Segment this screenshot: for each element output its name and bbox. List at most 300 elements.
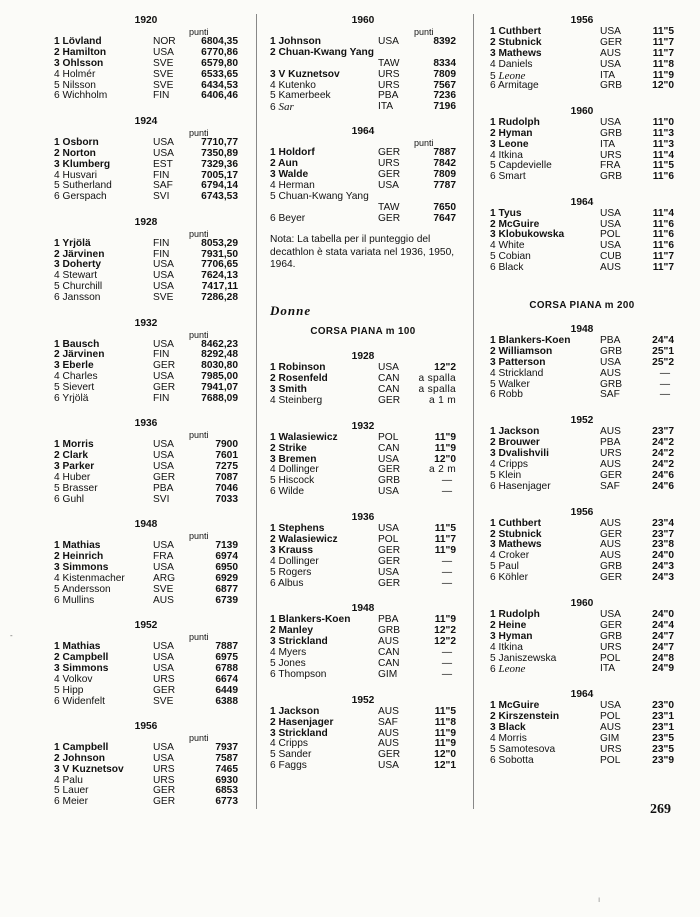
country-code: USA <box>153 46 174 58</box>
athlete <box>54 394 88 405</box>
athlete-name: Mathias <box>62 641 101 653</box>
country-code: CAN <box>378 373 400 385</box>
place-number: 3 <box>54 158 60 170</box>
place-number: 2 <box>490 619 496 631</box>
country-code: FRA <box>153 551 174 563</box>
athlete-name: Manley <box>278 625 314 637</box>
result-value: 11"8 <box>652 58 674 70</box>
athlete-name: Osborn <box>62 136 99 148</box>
athlete-name: Heinrich <box>62 551 104 563</box>
country-code: URS <box>600 149 622 161</box>
year-heading: 1936 <box>351 512 375 524</box>
country-code: USA <box>153 450 174 462</box>
result-row <box>490 664 674 675</box>
place-number: 1 <box>270 36 276 47</box>
country-code: POL <box>378 533 399 545</box>
place-number: 5 <box>270 566 276 578</box>
result-row <box>270 192 456 203</box>
result-value: 7688,09 <box>201 392 238 404</box>
country-code: POL <box>378 431 399 443</box>
place-number: 3 <box>490 539 496 551</box>
athlete-name: Palu <box>62 774 83 786</box>
athlete-name: Beyer <box>278 212 306 224</box>
result-value: 7587 <box>215 752 238 764</box>
result-value: 6579,80 <box>201 57 238 69</box>
athlete-name: Blankers-Koen <box>278 614 351 626</box>
year-heading: 1960 <box>570 597 594 609</box>
result-value: 23"1 <box>652 722 674 734</box>
result-value: 24"3 <box>652 561 674 573</box>
athlete-name: Strickland <box>498 367 544 379</box>
athlete-name: Hyman <box>498 630 533 642</box>
country-code: GER <box>378 464 401 476</box>
place-number: 2 <box>490 711 496 723</box>
result-value: 6974 <box>215 551 238 563</box>
place-number: 6 <box>54 392 60 404</box>
place-number: 5 <box>490 251 496 263</box>
result-value: 7887 <box>433 147 456 159</box>
country-code: USA <box>378 486 399 498</box>
place-number: 4 <box>490 458 496 470</box>
country-code: CUB <box>600 251 622 263</box>
athlete-name: Mathias <box>62 540 101 552</box>
result-row <box>270 670 456 681</box>
place-number: 1 <box>490 517 496 529</box>
result-value: 6804,35 <box>201 36 238 47</box>
country-code: USA <box>153 371 174 383</box>
athlete-name: Bausch <box>62 338 100 350</box>
place-number: 1 <box>270 431 276 443</box>
country-code: USA <box>153 147 174 159</box>
place-number: 4 <box>490 732 496 744</box>
athlete-name: Hasenjager <box>498 480 551 492</box>
place-number: 3 <box>54 259 60 271</box>
result-value: a 2 m <box>429 464 456 476</box>
place-number: 6 <box>490 572 496 584</box>
result-value: 23"5 <box>652 743 674 755</box>
athlete-name: Kutenko <box>278 79 316 91</box>
athlete-name: Janiszewska <box>498 652 557 664</box>
result-value: — <box>659 378 670 390</box>
result-row <box>54 596 238 607</box>
athlete-name: Leone <box>498 663 526 676</box>
place-number: 3 <box>54 57 60 69</box>
athlete-name: McGuire <box>498 218 540 230</box>
result-value: 24"3 <box>652 572 674 584</box>
result-value: 6739 <box>215 594 238 606</box>
place-number: 3 <box>490 722 496 734</box>
athlete-name: Dollinger <box>278 555 319 567</box>
result-value: 11"6 <box>652 218 674 230</box>
country-code: AUS <box>600 426 621 438</box>
country-code: GER <box>600 572 623 584</box>
place-number: 6 <box>54 292 60 304</box>
place-number: 4 <box>270 464 276 476</box>
result-value: 6773 <box>215 796 238 808</box>
place-number: 4 <box>54 169 60 181</box>
result-value: 6853 <box>215 785 238 797</box>
result-value: 24"2 <box>652 458 674 470</box>
athlete-name: Klobukowska <box>498 229 565 241</box>
result-row <box>54 394 238 405</box>
country-code: USA <box>378 179 399 191</box>
place-number: 6 <box>490 262 496 274</box>
result-value: 7624,13 <box>201 270 238 282</box>
athlete-name: Johnson <box>278 36 321 47</box>
result-value: 12"2 <box>434 636 456 648</box>
year-heading: 1956 <box>134 720 158 732</box>
place-number: 3 <box>270 383 276 395</box>
country-code: GRB <box>378 475 401 487</box>
result-row <box>270 102 456 113</box>
place-number: 3 <box>270 453 276 465</box>
athlete-name: Strickland <box>278 636 328 648</box>
place-number: 2 <box>270 533 276 545</box>
country-code: GRB <box>600 345 623 357</box>
athlete-name: Huber <box>62 472 91 484</box>
athlete-name: Smith <box>278 383 307 395</box>
place-number: 4 <box>54 472 60 484</box>
result-row <box>54 797 238 808</box>
result-value: 7005,17 <box>201 169 238 181</box>
result-value: 11"5 <box>652 26 674 37</box>
result-value: — <box>659 367 670 379</box>
athlete-name: Volkov <box>62 673 93 685</box>
result-value: 6434,53 <box>201 79 238 91</box>
place-number: 1 <box>490 207 496 219</box>
place-number: 5 <box>54 482 60 494</box>
place-number: 2 <box>54 248 60 260</box>
place-number: 3 <box>490 138 496 150</box>
result-value: 6674 <box>215 673 238 685</box>
result-value: 7647 <box>433 212 456 224</box>
athlete-name: Albus <box>277 577 304 589</box>
result-value: 8053,29 <box>201 237 238 249</box>
athlete <box>490 172 526 183</box>
athlete <box>490 81 539 92</box>
place-number: 1 <box>54 540 60 552</box>
athlete-name: Nilsson <box>62 79 96 91</box>
result-value: 7046 <box>215 482 238 494</box>
country-code: FIN <box>153 392 170 404</box>
athlete-name: Cuthbert <box>498 26 541 37</box>
country-code: SAF <box>600 480 620 492</box>
result-value: 7809 <box>433 68 456 80</box>
result-value: — <box>441 657 452 669</box>
country-code: GER <box>378 212 401 224</box>
place-number: 1 <box>490 26 496 37</box>
result-row <box>490 756 674 767</box>
place-number: 3 <box>270 727 276 739</box>
country-code: POL <box>600 754 621 766</box>
athlete-name: Steinberg <box>278 394 323 406</box>
result-value: 11"9 <box>434 442 456 454</box>
country-code: GRB <box>378 625 401 637</box>
place-number: 6 <box>54 796 60 808</box>
country-code: POL <box>600 229 621 241</box>
place-number: 4 <box>490 641 496 653</box>
country-code: AUS <box>378 705 399 717</box>
athlete <box>270 48 374 59</box>
points-label: punti <box>414 27 434 37</box>
athlete-name: Eberle <box>62 360 94 372</box>
athlete-name: Sutherland <box>62 180 112 192</box>
result-value: 7887 <box>215 641 238 653</box>
country-code: USA <box>600 700 621 712</box>
athlete-name: Tyus <box>498 207 522 219</box>
athlete <box>270 396 322 407</box>
place-number: 1 <box>490 608 496 620</box>
place-number: 2 <box>490 528 496 540</box>
result-row <box>270 48 456 59</box>
points-label: punti <box>189 127 209 138</box>
result-value: 7931,50 <box>201 248 238 260</box>
athlete-name: Hipp <box>62 684 84 696</box>
result-value: 11"7 <box>434 533 456 545</box>
result-row <box>270 91 456 102</box>
result-value: 7710,77 <box>201 136 238 148</box>
athlete-name: Chuan-Kwang Yang <box>278 46 374 58</box>
country-code: FIN <box>153 237 170 249</box>
country-code: USA <box>600 356 621 368</box>
athlete-name: Stephens <box>278 523 325 535</box>
place-number: 3 <box>270 68 276 80</box>
result-value: 23"8 <box>652 539 674 551</box>
country-code: GER <box>600 619 623 631</box>
athlete-name: Guhl <box>62 493 85 505</box>
country-code: GER <box>378 577 401 589</box>
country-code: SVE <box>153 68 174 80</box>
country-code: FRA <box>600 160 621 172</box>
athlete-name: Parker <box>62 461 95 473</box>
country-code: SVE <box>153 57 174 69</box>
athlete-name: Leone <box>498 138 529 150</box>
athlete-name: Norton <box>62 147 96 159</box>
country-code: SVE <box>153 695 174 707</box>
place-number: 2 <box>490 437 496 449</box>
country-code: GER <box>378 555 401 567</box>
athlete-name: Stubnick <box>498 36 542 48</box>
place-number: 6 <box>490 389 496 401</box>
place-number: 5 <box>54 684 60 696</box>
country-code: USA <box>153 540 174 552</box>
margin-mark: - <box>10 631 13 640</box>
place-number: 1 <box>270 362 276 374</box>
place-number: 3 <box>54 662 60 674</box>
place-number: 5 <box>270 475 276 487</box>
place-number: 4 <box>270 79 276 91</box>
place-number: 4 <box>54 68 60 80</box>
athlete-name: Leone <box>498 69 526 82</box>
athlete-name: Morris <box>62 439 94 451</box>
place-number: 5 <box>54 79 60 91</box>
foot-mark: ı <box>598 895 601 904</box>
result-value: 11"5 <box>434 523 456 535</box>
year-heading: 1960 <box>570 105 594 117</box>
country-code: PBA <box>378 614 399 626</box>
place-number: 6 <box>490 80 496 92</box>
result-row <box>54 293 238 304</box>
result-row <box>54 192 238 203</box>
place-number: 1 <box>270 614 276 626</box>
country-code: USA <box>378 362 399 374</box>
athlete-name: Hiscock <box>278 475 315 487</box>
country-code: SAF <box>153 180 173 192</box>
place-number: 3 <box>54 360 60 372</box>
country-code: GER <box>153 472 176 484</box>
country-code: GER <box>600 528 623 540</box>
points-label: punti <box>189 732 209 743</box>
points-label: punti <box>414 138 434 149</box>
athlete <box>54 596 94 607</box>
result-value: 6406,46 <box>201 90 238 102</box>
athlete-name: Brouwer <box>498 437 540 449</box>
country-code: URS <box>153 774 175 786</box>
result-value: 7329,36 <box>201 158 238 170</box>
place-number: 3 <box>54 763 60 775</box>
place-number: 4 <box>270 738 276 750</box>
country-code: USA <box>600 58 621 70</box>
place-number: 5 <box>54 583 60 595</box>
result-value: 6533,65 <box>201 68 238 80</box>
result-value: 8462,23 <box>201 338 238 350</box>
place-number: 3 <box>490 47 496 59</box>
athlete-name: Yrjölä <box>62 237 91 249</box>
place-number: 6 <box>54 695 60 707</box>
result-row <box>490 263 674 274</box>
result-value: — <box>441 486 452 498</box>
athlete-name: Yrjölä <box>62 392 89 404</box>
result-row <box>54 91 238 102</box>
result-value: 7706,65 <box>201 259 238 271</box>
result-value: 24"4 <box>652 334 674 346</box>
athlete <box>490 573 528 584</box>
year-heading: 1964 <box>351 126 375 138</box>
athlete-name: Johnson <box>62 752 105 764</box>
place-number: 1 <box>270 705 276 717</box>
place-number: 4 <box>270 179 276 191</box>
section-title-donne: Donne <box>270 303 312 319</box>
place-number: 4 <box>490 367 496 379</box>
country-code: TAW <box>378 201 400 213</box>
points-label: punti <box>189 531 209 542</box>
result-value: 8334 <box>433 57 456 69</box>
country-code: FIN <box>153 349 170 361</box>
result-value: 24"6 <box>652 480 674 492</box>
athlete-name: Klumberg <box>62 158 111 170</box>
place-number: 2 <box>270 716 276 728</box>
country-code: SVE <box>153 292 174 304</box>
athlete <box>270 214 305 225</box>
result-value: 23"1 <box>652 711 674 723</box>
year-heading: 1964 <box>570 689 594 701</box>
year-heading: 1960 <box>351 15 375 26</box>
athlete-name: Wilde <box>278 486 304 498</box>
athlete-name: V Kuznetsov <box>278 68 340 80</box>
athlete-name: Rogers <box>278 566 312 578</box>
country-code: GER <box>153 796 176 808</box>
country-code: USA <box>153 281 174 293</box>
athlete-name: Sobotta <box>498 754 534 766</box>
athlete-name: Jackson <box>278 705 320 717</box>
year-heading: 1956 <box>570 506 594 518</box>
country-code: USA <box>153 259 174 271</box>
country-code: AUS <box>600 458 621 470</box>
athlete-name: Holmér <box>62 68 96 80</box>
footnote: Nota: La tabella per il punteggio del decathlon è stata variata nel 1936, 1950, 1964. <box>270 234 455 271</box>
place-number: 4 <box>490 240 496 252</box>
country-code: PBA <box>600 437 621 449</box>
place-number: 3 <box>270 169 276 181</box>
country-code: CAN <box>378 647 400 659</box>
result-row <box>270 396 456 407</box>
page-number: 269 <box>650 802 671 817</box>
athlete-name: Husvari <box>62 169 98 181</box>
place-number: 2 <box>270 158 276 170</box>
athlete-name: Stewart <box>62 270 98 282</box>
year-heading: 1948 <box>134 519 158 531</box>
athlete-name: Andersson <box>61 583 111 595</box>
result-value: 8292,48 <box>201 349 238 361</box>
athlete-name: Aun <box>278 158 298 170</box>
result-value: 23"7 <box>652 528 674 540</box>
country-code: GER <box>600 36 623 48</box>
country-code: USA <box>153 270 174 282</box>
country-code: GER <box>153 360 176 372</box>
athlete-name: Capdevielle <box>498 160 552 172</box>
place-number: 1 <box>490 700 496 712</box>
country-code: AUS <box>600 550 621 562</box>
country-code: USA <box>153 651 174 663</box>
athlete-name: Sar <box>278 101 294 114</box>
result-value: — <box>441 566 452 578</box>
athlete-name: Jones <box>278 657 306 669</box>
place-number: 5 <box>270 190 276 202</box>
place-number: 6 <box>490 754 496 766</box>
athlete <box>54 91 107 102</box>
result-value: 11"9 <box>434 727 456 739</box>
athlete-name: Kirszenstein <box>498 711 560 723</box>
athlete-name: Churchill <box>62 281 103 293</box>
athlete-name: Walasiewicz <box>278 533 338 545</box>
year-heading: 1952 <box>134 620 158 632</box>
place-number: 2 <box>270 46 276 58</box>
athlete-name: Krauss <box>278 544 314 556</box>
athlete-name: Strickland <box>278 727 328 739</box>
country-code: ITA <box>600 138 616 150</box>
country-code: SAF <box>600 389 620 401</box>
country-code: URS <box>378 158 400 170</box>
result-value: 8392 <box>433 36 456 47</box>
country-code: PBA <box>600 334 621 346</box>
athlete-name: Kistenmacher <box>62 572 125 584</box>
athlete-name: Köhler <box>498 572 528 584</box>
place-number: 3 <box>490 448 496 460</box>
athlete-name: Rosenfeld <box>278 373 328 385</box>
country-code: GER <box>378 394 401 406</box>
place-number: 4 <box>270 555 276 567</box>
athlete-name: Charles <box>62 371 98 383</box>
result-value: 6794,14 <box>201 180 238 192</box>
result-value: 6950 <box>215 562 238 573</box>
athlete-name: Cripps <box>278 738 308 750</box>
result-value: 7650 <box>433 201 456 213</box>
result-value: a spalla <box>418 383 456 395</box>
event-heading-100m: CORSA PIANA m 100 <box>310 326 416 338</box>
place-number: 5 <box>490 469 496 481</box>
athlete-name: Campbell <box>62 741 109 753</box>
athlete-name: Järvinen <box>62 349 105 361</box>
